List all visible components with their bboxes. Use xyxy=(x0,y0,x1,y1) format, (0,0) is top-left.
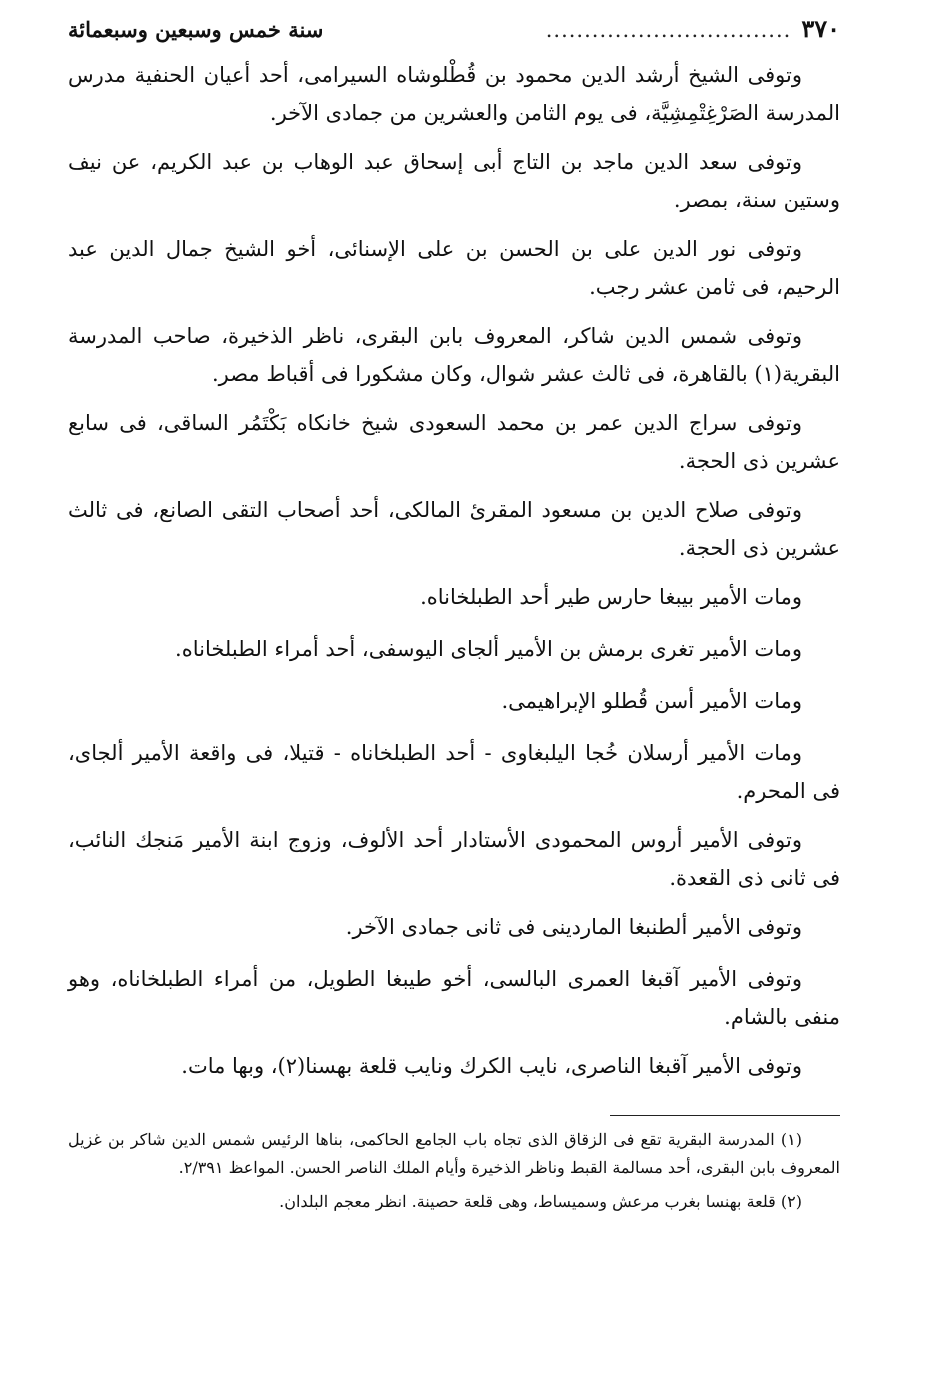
obituary-entry: وتوفى الأمير آقبغا العمرى البالسى، أخو طيبغا الطويل، من أمراء الطبلخاناه، وهو منفى بالشام. xyxy=(68,967,840,1029)
obituary-entry: وتوفى سراج الدين عمر بن محمد السعودى شيخ خانكاه بَكْتَمُر الساقى، فى سابع عشرين ذى الحجة. xyxy=(68,411,840,473)
obituary-entry: وتوفى شمس الدين شاكر، المعروف بابن البقرى، ناظر الذخيرة، صاحب المدرسة البقرية(١) بالقاهرة، فى ثالث عشر شوال، وكان مشكورا فى أقباط مصر. xyxy=(68,324,840,386)
obituary-entry: وتوفى الأمير ألطنبغا الماردينى فى ثانى جمادى الآخر. xyxy=(345,915,802,939)
obituary-entry: وتوفى الأمير أروس المحمودى الأستادار أحد الألوف، وزوج ابنة الأمير مَنجك النائب، فى ثانى ذى القعدة. xyxy=(68,828,840,890)
obituary-entry: ومات الأمير بيبغا حارس طير أحد الطبلخاناه. xyxy=(420,585,802,609)
footnotes xyxy=(68,1126,840,1216)
footnote: (١) المدرسة البقرية تقع فى الزقاق الذى تجاه باب الجامع الحاكمى، بناها الرئيس شمس الدين شاكر بن غزيل المعروف بابن البقرى، أحد مسالمة القبط وناظر الذخيرة وأيام الملك الناصر الحسن. المواعظ ٢/٣٩١. xyxy=(68,1130,840,1177)
header-leader-dots: ................................ xyxy=(545,18,792,42)
page-number: ٣٧٠ xyxy=(801,14,840,43)
obituary-entry: وتوفى صلاح الدين بن مسعود المقرئ المالكى، أحد أصحاب التقى الصانع، فى ثالث عشرين ذى الحجة. xyxy=(68,498,840,560)
running-title: سنة خمس وسبعين وسبعمائة xyxy=(68,17,324,42)
footnote: (٢) قلعة بهنسا بغرب مرعش وسميساط، وهى قلعة حصينة. انظر معجم البلدان. xyxy=(279,1192,802,1211)
book-page xyxy=(68,14,840,1222)
main-text xyxy=(68,56,840,1085)
obituary-entry: وتوفى الشيخ أرشد الدين محمود بن قُطْلوشاه السيرامى، أحد أعيان الحنفية مدرس المدرسة الصَرْغِتْمِشِيَّة، فى يوم الثامن والعشرين من جمادى الآخر. xyxy=(68,63,840,125)
obituary-entry: ومات الأمير أرسلان خُجا اليلبغاوى - أحد الطبلخاناه - قتيلا، فى واقعة الأمير ألجاى، فى المحرم. xyxy=(68,741,840,803)
obituary-entry: ومات الأمير تغرى برمش بن الأمير ألجاى اليوسفى، أحد أمراء الطبلخاناه. xyxy=(175,637,802,661)
page-header xyxy=(68,14,840,50)
obituary-entry: وتوفى الأمير آقبغا الناصرى، نايب الكرك ونايب قلعة بهسنا(٢)، وبها مات. xyxy=(181,1054,802,1078)
footnote-divider xyxy=(610,1115,840,1116)
obituary-entry: وتوفى نور الدين على بن الحسن بن على الإسنائى، أخو الشيخ جمال الدين عبد الرحيم، فى ثامن عشر رجب. xyxy=(68,237,840,299)
obituary-entry: وتوفى سعد الدين ماجد بن التاج أبى إسحاق عبد الوهاب بن عبد الكريم، عن نيف وستين سنة، بمصر. xyxy=(68,150,840,212)
obituary-entry: ومات الأمير أسن قُطلو الإبراهيمى. xyxy=(501,689,802,713)
